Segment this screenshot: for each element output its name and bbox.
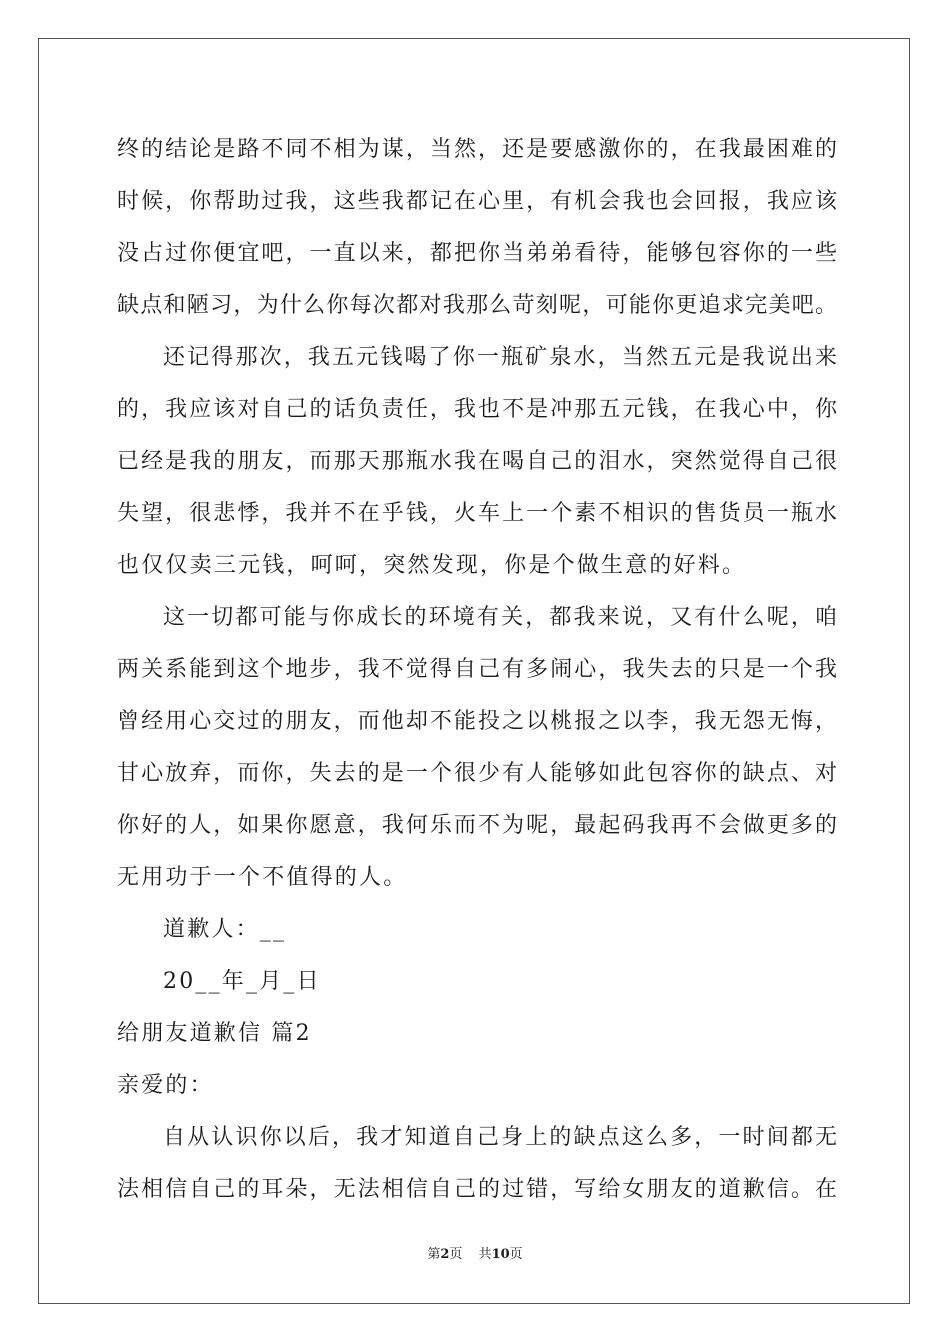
paragraph-3: [117, 596, 837, 908]
text-line: 已经是我的朋友，而那天那瓶水我在喝自己的泪水，突然觉得自己很: [117, 449, 837, 474]
paragraph-4: [117, 1116, 837, 1220]
text-line: 时候，你帮助过我，这些我都记在心里，有机会我也会回报，我应该: [117, 189, 837, 214]
salutation: 亲爱的：: [117, 1073, 214, 1098]
text-line: 你好的人，如果你愿意，我何乐而不为呢，最起码我再不会做更多的: [117, 813, 837, 838]
page-number: 第2页: [427, 1247, 463, 1262]
page-total: 共10页: [478, 1247, 523, 1262]
text-line: 没占过你便宜吧，一直以来，都把你当弟弟看待，能够包容你的一些: [117, 241, 837, 266]
paragraph-1: [117, 128, 837, 336]
text-line: 缺点和陋习，为什么你每次都对我那么苛刻呢，可能你更追求完美吧。: [117, 293, 837, 318]
text-line: 这一切都可能与你成长的环境有关，都我来说，又有什么呢，咱: [163, 605, 837, 630]
text-line: 也仅仅卖三元钱，呵呵，突然发现，你是个做生意的好料。: [117, 553, 747, 578]
text-line: 终的结论是路不同不相为谋，当然，还是要感激你的，在我最困难的: [117, 137, 837, 162]
date-line: 20__年_月_日: [163, 969, 321, 994]
document-body: [117, 128, 837, 1220]
text-line: 失望，很悲悸，我并不在乎钱，火车上一个素不相识的售货员一瓶水: [117, 501, 837, 526]
text-line: 两关系能到这个地步，我不觉得自己有多闹心，我失去的只是一个我: [117, 657, 837, 682]
text-line: 甘心放弃，而你，失去的是一个很少有人能够如此包容你的缺点、对: [117, 761, 837, 786]
text-line: 无用功于一个不值得的人。: [117, 865, 408, 890]
text-line: 曾经用心交过的朋友，而他却不能投之以桃报之以李，我无怨无悔，: [117, 709, 837, 734]
apologizer-line: 道歉人：__: [163, 917, 287, 942]
paragraph-2: [117, 336, 837, 596]
text-line: 还记得那次，我五元钱喝了你一瓶矿泉水，当然五元是我说出来: [163, 345, 837, 370]
text-line: 的，我应该对自己的话负责任，我也不是冲那五元钱，在我心中，你: [117, 397, 837, 422]
section-title: 给朋友道歉信 篇2: [117, 1021, 312, 1046]
text-line: 法相信自己的耳朵，无法相信自己的过错，写给女朋友的道歉信。在: [117, 1177, 837, 1202]
text-line: 自从认识你以后，我才知道自己身上的缺点这么多，一时间都无: [163, 1125, 837, 1150]
page-footer: [0, 1243, 950, 1262]
